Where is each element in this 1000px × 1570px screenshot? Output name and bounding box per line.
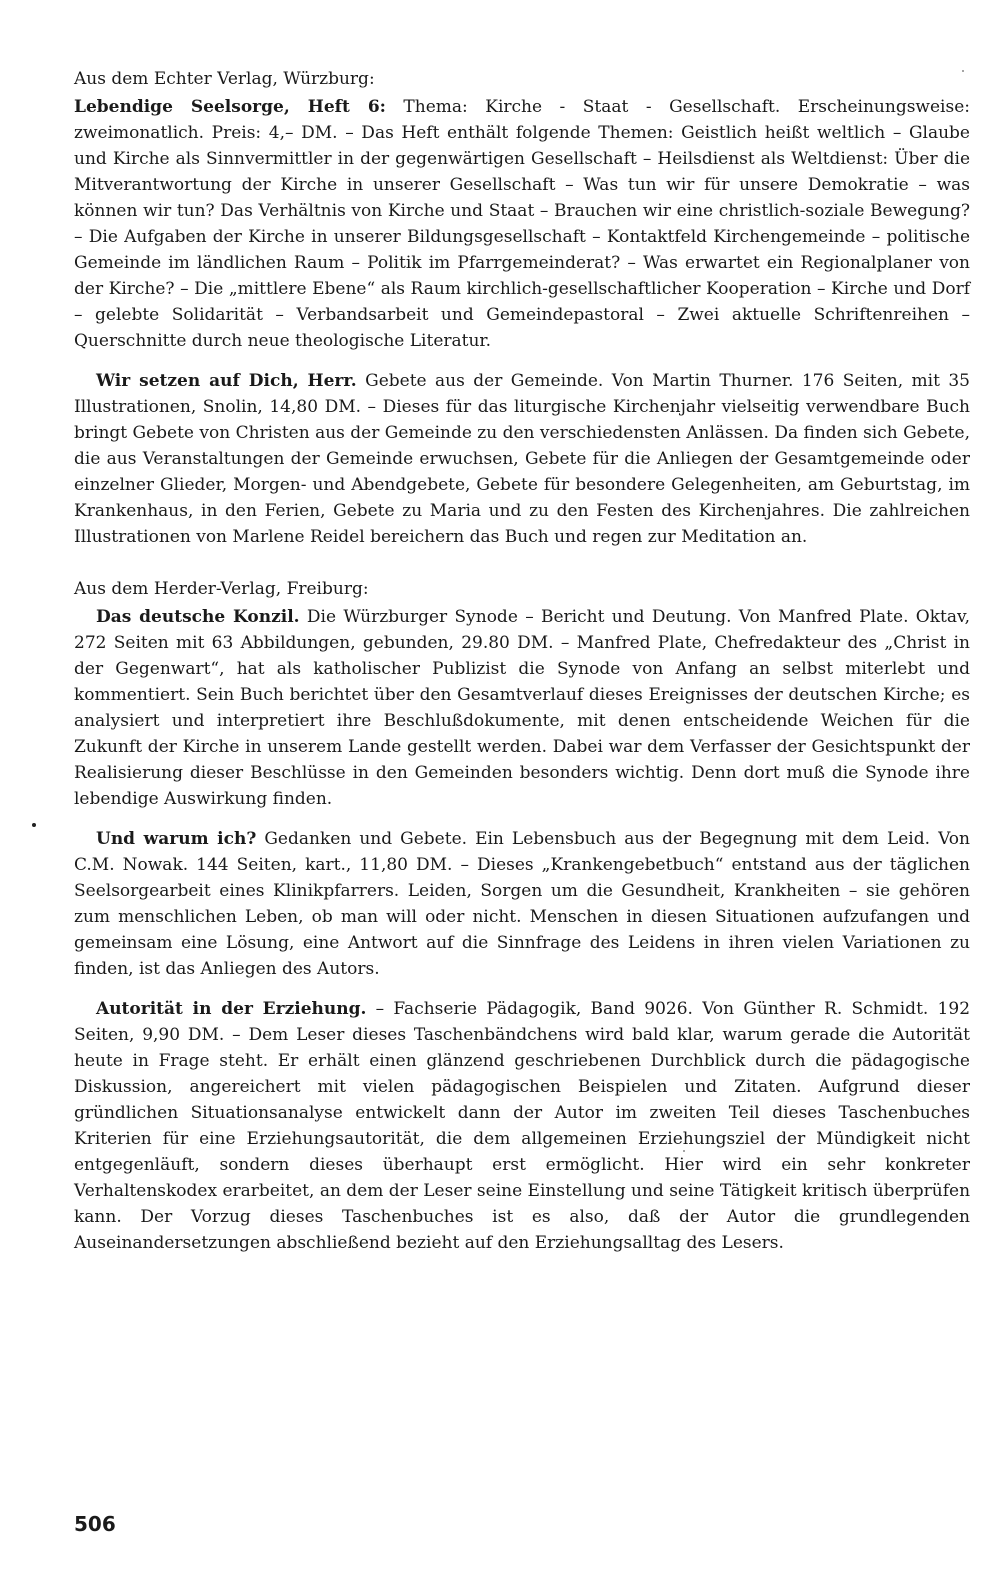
publisher-heading: Aus dem Herder-Verlag, Freiburg:	[74, 579, 369, 599]
review-text: Gedanken und Gebete. Ein Lebensbuch aus der Begegnung mit dem Leid. Von C.M. Nowak. 144 Seiten, kart., 11,80 DM. – Dieses „Krankengebetbuch“ entstand aus der täglichen Seelsorgearbeit eines Klinikpfarrers. Leiden, Sorgen um die Gesundheit, Krankheiten – sie gehören zum menschlichen Leben, ob man will oder nicht. Menschen in diesen Situationen aufzufangen und gemeinsam eine Lösung, eine Antwort auf die Sinnfrage des Leidens in ihren vielen Variationen zu finden, ist das Anliegen des Autors.	[74, 829, 970, 979]
section-echter-verlag	[74, 66, 970, 550]
review-entry	[74, 94, 970, 354]
text-column	[74, 66, 970, 1256]
section-spacer	[74, 550, 970, 576]
book-title: Wir setzen auf Dich, Herr.	[96, 371, 357, 391]
section-herder-verlag	[74, 576, 970, 1256]
page-number: 506	[74, 1512, 116, 1536]
scan-speck	[962, 70, 964, 72]
margin-bullet-mark	[32, 823, 36, 827]
book-title: Autorität in der Erziehung.	[96, 999, 367, 1019]
book-title: Das deutsche Konzil.	[96, 607, 300, 627]
review-entry	[74, 996, 970, 1256]
book-title: Lebendige Seelsorge, Heft 6:	[74, 97, 386, 117]
review-text: – Fachserie Pädagogik, Band 9026. Von Günther R. Schmidt. 192 Seiten, 9,90 DM. – Dem Leser dieses Taschenbändchens wird bald klar, warum gerade die Autorität heute in Frage steht. Er erhält einen glänzend geschriebenen Durchblick durch die pädagogische Diskussion, angereichert mit vielen pädagogischen Beispielen und Zitaten. Aufgrund dieser gründlichen Situationsanalyse entwickelt dann der Autor im zweiten Teil dieses Taschenbuches Kriterien für eine Erziehungsautorität, die dem allgemeinen Erziehungsziel der Mündigkeit nicht entgegenläuft, sondern dieses überhaupt erst ermöglicht. Hier wird ein sehr konkreter Verhaltenskodex erarbeitet, an dem der Leser seine Einstellung und seine Tätigkeit kritisch überprüfen kann. Der Vorzug dieses Taschenbuches ist es also, daß der Autor die grundlegenden Auseinandersetzungen abschließend bezieht auf den Erziehungsalltag des Lesers.	[74, 999, 971, 1253]
review-text: Thema: Kirche - Staat - Gesellschaft. Erscheinungsweise: zweimonatlich. Preis: 4,– DM. – Das Heft enthält folgende Themen: Geistlich heißt weltlich – Glaube und Kirche als Sinnvermittler in der gegenwärtigen Gesellschaft – Heilsdienst als Weltdienst: Über die Mitverantwortung der Kirche in unserer Gesellschaft – Was tun wir für unsere Demokratie – was können wir tun? Das Verhältnis von Kirche und Staat – Brauchen wir eine christlich-soziale Bewegung? – Die Aufgaben der Kirche in unserer Bildungsgesellschaft – Kontaktfeld Kirchengemeinde – politische Gemeinde im ländlichen Raum – Politik im Pfarrgemeinderat? – Was erwartet ein Regionalplaner von der Kirche? – Die „mittlere Ebene“ als Raum kirchlich-gesellschaftlicher Kooperation – Kirche und Dorf – gelebte Solidarität – Verbandsarbeit und Gemeindepastoral – Zwei aktuelle Schriftenreihen – Querschnitte durch neue theologische Literatur.	[74, 97, 970, 351]
scan-speck	[683, 1150, 685, 1152]
review-entry	[74, 826, 970, 982]
review-text: Gebete aus der Gemeinde. Von Martin Thurner. 176 Seiten, mit 35 Illustrationen, Snolin, 14,80 DM. – Dieses für das liturgische Kirchenjahr vielseitig verwendbare Buch bringt Gebete von Christen aus der Gemeinde zu den verschiedensten Anlässen. Da finden sich Gebete, die aus Veranstaltungen der Gemeinde erwuchsen, Gebete für die Anliegen der Gesamtgemeinde oder einzelner Glieder, Morgen- und Abendgebete, Gebete für besondere Gelegenheiten, am Geburtstag, im Krankenhaus, in den Ferien, Gebete zu Maria und zu den Festen des Kirchenjahres. Die zahlreichen Illustrationen von Marlene Reidel bereichern das Buch und regen zur Meditation an.	[74, 371, 970, 547]
publisher-heading: Aus dem Echter Verlag, Würzburg:	[74, 69, 375, 89]
book-title: Und warum ich?	[96, 829, 257, 849]
review-entry	[74, 368, 970, 550]
review-text: Die Würzburger Synode – Bericht und Deutung. Von Manfred Plate. Oktav, 272 Seiten mit 63 Abbildungen, gebunden, 29.80 DM. – Manfred Plate, Chefredakteur des „Christ in der Gegenwart“, hat als katholischer Publizist die Synode von Anfang an selbst miterlebt und kommentiert. Sein Buch berichtet über den Gesamtverlauf dieses Ereignisses der deutschen Kirche; es analysiert und interpretiert ihre Beschlußdokumente, mit denen entscheidende Weichen für die Zukunft der Kirche in unserem Lande gestellt werden. Dabei war dem Verfasser der Gesichtspunkt der Realisierung dieser Beschlüsse in den Gemeinden besonders wichtig. Denn dort muß die Synode ihre lebendige Auswirkung finden.	[74, 607, 970, 809]
review-entry	[74, 604, 970, 812]
